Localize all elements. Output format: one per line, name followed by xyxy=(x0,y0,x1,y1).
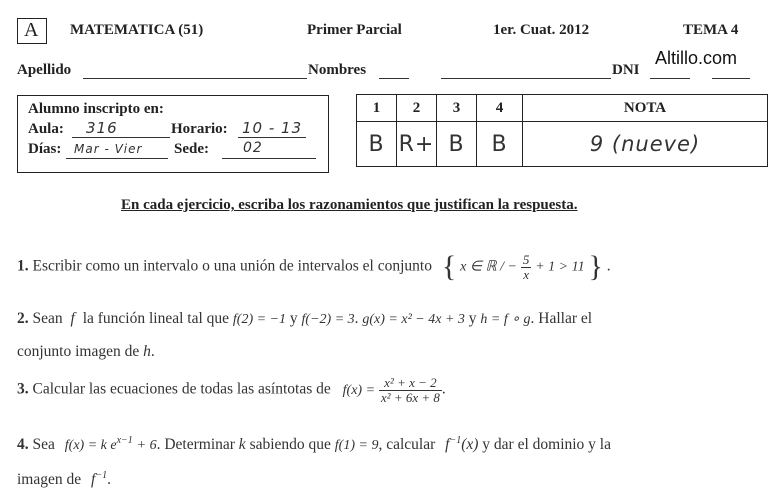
grades-table xyxy=(356,94,768,167)
apellido-line[interactable] xyxy=(83,78,307,79)
exercise-4 xyxy=(17,435,611,454)
exercise-2-h: h xyxy=(143,343,151,360)
set-fraction-num: 5 xyxy=(522,251,530,267)
horario-label: Horario: xyxy=(171,121,228,137)
exercise-4-cond: f(1) = 9 xyxy=(334,438,379,454)
exercise-1-text: Escribir como un intervalo o una unión de intervalos el conjunto xyxy=(32,257,432,275)
aula-value: 316 xyxy=(86,119,118,137)
watermark: Altillo.com xyxy=(655,48,738,68)
exercise-4-t1: Sea xyxy=(32,436,55,454)
dni-line-2[interactable] xyxy=(712,78,750,79)
dni-line[interactable] xyxy=(650,78,690,79)
exercise-1-number: 1. xyxy=(17,257,29,275)
dias-line xyxy=(66,158,168,159)
exercise-4-k: k xyxy=(238,436,246,454)
tema: TEMA 4 xyxy=(683,22,739,38)
exercise-4-number: 4. xyxy=(17,436,29,454)
exam-title: Primer Parcial xyxy=(307,22,402,38)
grade-value-4: B xyxy=(477,122,523,167)
set-pre: x ∈ ℝ / − xyxy=(460,259,517,275)
exercise-2-line-2 xyxy=(17,343,155,361)
horario-line xyxy=(238,137,306,138)
exercise-2 xyxy=(17,310,592,328)
brace-open: { xyxy=(441,250,457,283)
nombres-line-2[interactable] xyxy=(441,78,611,79)
exercise-4-f2-exp: −1 xyxy=(95,470,108,481)
exercise-1-set xyxy=(442,250,611,284)
sede-line xyxy=(222,158,316,159)
dias-value: Mar - Vier xyxy=(74,142,143,156)
dias-label: Días: xyxy=(28,141,62,157)
exercise-3-numerator: x² + x − 2 xyxy=(379,376,442,391)
exercise-2-end: . xyxy=(150,343,155,360)
term: 1er. Cuat. 2012 xyxy=(493,22,590,38)
subject: MATEMATICA (51) xyxy=(70,22,204,38)
exercise-2-t1: Sean xyxy=(32,310,63,327)
exercise-3-text: Calcular las ecuaciones de todas las asíntotas de xyxy=(32,380,331,398)
aula-label: Aula: xyxy=(28,121,64,137)
grade-value-3: B xyxy=(437,122,477,167)
instruction: En cada ejercicio, escriba los razonamientos que justifican la respuesta. xyxy=(121,197,578,213)
exercise-1-end: . xyxy=(606,257,611,275)
exercise-2-c1: f(2) = −1 xyxy=(232,312,287,327)
grade-header-4: 4 xyxy=(477,95,523,122)
grade-header-2: 2 xyxy=(397,95,437,122)
exercise-3-end: . xyxy=(441,380,446,398)
exercise-2-y2: y xyxy=(468,310,477,327)
exercise-3-number: 3. xyxy=(17,380,29,398)
exercise-2-f: f xyxy=(70,310,75,327)
exercise-4-exp: x−1 xyxy=(116,435,133,446)
aula-line xyxy=(72,137,170,138)
grades-header-row xyxy=(357,95,768,122)
exercise-4-finv: f xyxy=(445,436,450,454)
exercise-3 xyxy=(17,376,446,404)
nombres-label: Nombres xyxy=(308,62,367,78)
sede-label: Sede: xyxy=(174,141,209,157)
exercise-2-c2: f(−2) = 3 xyxy=(301,312,355,327)
set-fraction-den: x xyxy=(523,266,529,282)
grade-value-2: R+ xyxy=(397,122,437,167)
exercise-3-fraction xyxy=(379,376,442,404)
sede-value: 02 xyxy=(243,140,263,156)
exercise-2-g: g(x) = x² − 4x + 3 xyxy=(362,312,465,327)
grade-value-nota: 9 (nueve) xyxy=(523,122,768,167)
exercise-3-denominator: x² + 6x + 8 xyxy=(380,389,440,405)
enrollment-title: Alumno inscripto en: xyxy=(28,101,164,117)
exercise-2-y1: y xyxy=(289,310,298,327)
exercise-4-t2: . Determinar xyxy=(156,436,235,454)
grade-header-3: 3 xyxy=(437,95,477,122)
grade-header-1: 1 xyxy=(357,95,397,122)
exercise-4-t6: imagen de xyxy=(17,471,82,489)
exercise-2-t4: conjunto imagen de xyxy=(17,343,140,360)
exercise-4-fdef: f(x) = k e xyxy=(64,438,117,454)
apellido-label: Apellido xyxy=(17,62,72,78)
exercise-4-fdef2: + 6 xyxy=(136,438,157,454)
exercise-4-finv-arg: (x) xyxy=(461,436,479,454)
exercise-2-sep: . xyxy=(354,310,359,327)
exercise-4-finv-exp: −1 xyxy=(449,435,462,446)
exercise-2-number: 2. xyxy=(17,310,29,327)
exercise-4-t3: sabiendo que xyxy=(249,436,331,454)
exercise-2-h-def: h = f ∘ g xyxy=(480,312,531,327)
exercise-2-t2: la función lineal tal que xyxy=(82,310,230,327)
grades-value-row xyxy=(357,122,768,167)
horario-value: 10 - 13 xyxy=(242,119,303,137)
set-fraction xyxy=(521,253,532,281)
exercise-4-line-2 xyxy=(17,470,111,489)
tema-letter: A xyxy=(24,19,39,41)
grade-header-nota: NOTA xyxy=(523,95,768,122)
exercise-4-end: . xyxy=(107,471,111,489)
exercise-3-fx: f(x) = xyxy=(342,382,376,398)
exercise-4-t4: , calcular xyxy=(378,436,436,454)
exercise-1 xyxy=(17,250,611,284)
brace-close: } xyxy=(588,250,603,283)
nombres-line[interactable] xyxy=(379,78,409,79)
exercise-4-t5: y dar el dominio y la xyxy=(482,436,611,454)
grade-value-1: B xyxy=(357,122,397,167)
set-post: + 1 > 11 xyxy=(535,259,585,275)
exercise-2-t3: . Hallar el xyxy=(530,310,593,327)
dni-label: DNI xyxy=(612,62,640,78)
exercise-4-f2: f xyxy=(91,471,96,489)
